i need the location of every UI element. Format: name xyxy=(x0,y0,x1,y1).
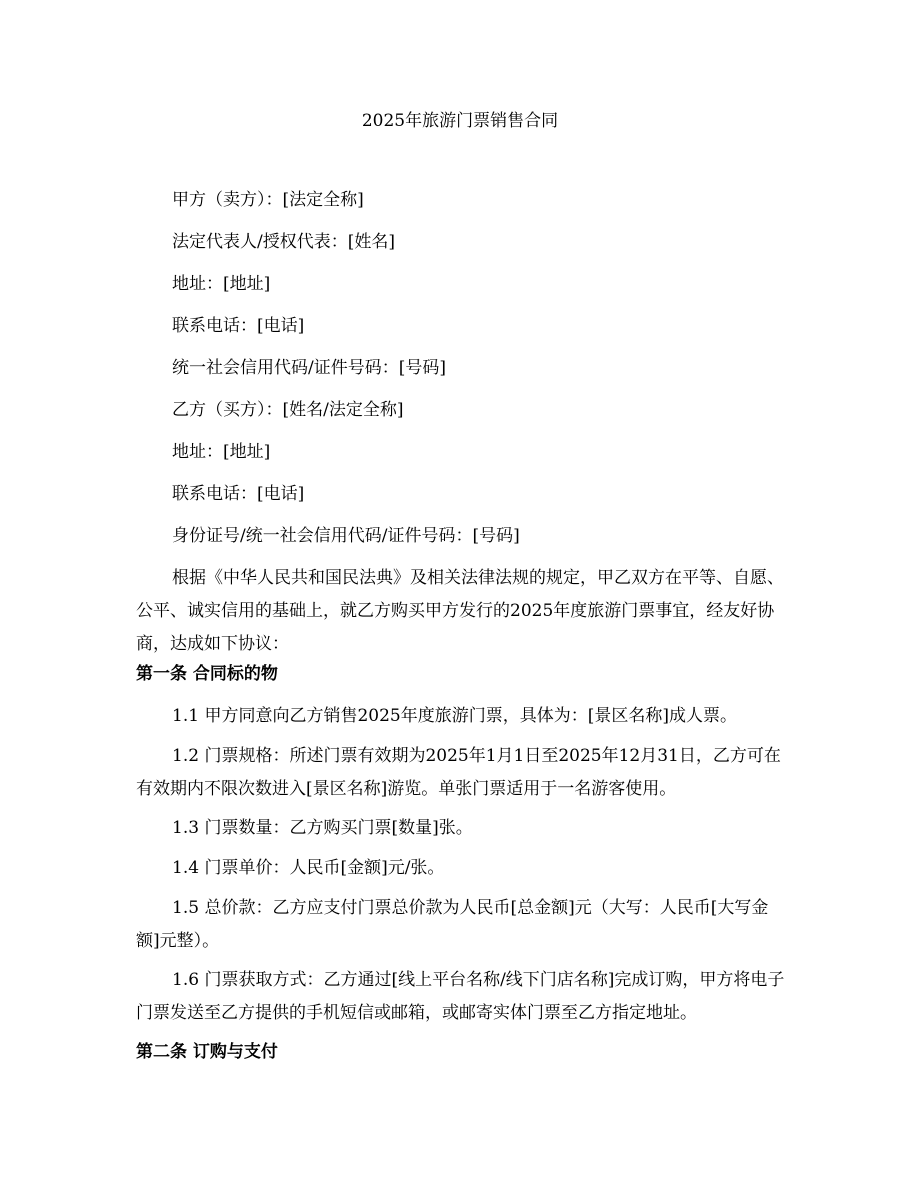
preamble-paragraph: 根据《中华人民共和国民法典》及相关法律法规的规定，甲乙双方在平等、自愿、公平、诚实信用的基础上，就乙方购买甲方发行的2025年度旅游门票事宜，经友好协商，达成如下协议： xyxy=(136,568,784,654)
party-a-address: 地址：[地址] xyxy=(172,274,271,294)
clause-1-2: 1.2 门票规格：所述门票有效期为2025年1月1日至2025年12月31日，乙方可在有效期内不限次数进入[景区名称]游览。单张门票适用于一名游客使用。 xyxy=(136,746,781,799)
party-b-id-number: 身份证号/统一社会信用代码/证件号码：[号码] xyxy=(172,526,520,546)
party-a-representative: 法定代表人/授权代表：[姓名] xyxy=(172,232,395,252)
party-b-name: 乙方（买方）：[姓名/法定全称] xyxy=(172,400,404,420)
party-b-phone: 联系电话：[电话] xyxy=(172,484,305,504)
clause-1-5: 1.5 总价款：乙方应支付门票总价款为人民币[总金额]元（大写：人民币[大写金额]元整）。 xyxy=(136,898,769,951)
article-1-heading: 第一条 合同标的物 xyxy=(136,664,278,684)
party-a-credit-code: 统一社会信用代码/证件号码：[号码] xyxy=(172,358,446,378)
clause-1-4: 1.4 门票单价：人民币[金额]元/张。 xyxy=(172,858,445,878)
party-a-name: 甲方（卖方）：[法定全称] xyxy=(172,190,364,210)
document-title: 2025年旅游门票销售合同 xyxy=(361,111,559,131)
clause-1-6: 1.6 门票获取方式：乙方通过[线上平台名称/线下门店名称]完成订购，甲方将电子门票发送至乙方提供的手机短信或邮箱，或邮寄实体门票至乙方指定地址。 xyxy=(136,970,785,1023)
party-a-phone: 联系电话：[电话] xyxy=(172,316,305,336)
clause-1-3: 1.3 门票数量：乙方购买门票[数量]张。 xyxy=(172,818,473,838)
party-b-address: 地址：[地址] xyxy=(172,442,271,462)
clause-1-1: 1.1 甲方同意向乙方销售2025年度旅游门票，具体为：[景区名称]成人票。 xyxy=(172,706,737,726)
article-2-heading: 第二条 订购与支付 xyxy=(136,1042,278,1062)
